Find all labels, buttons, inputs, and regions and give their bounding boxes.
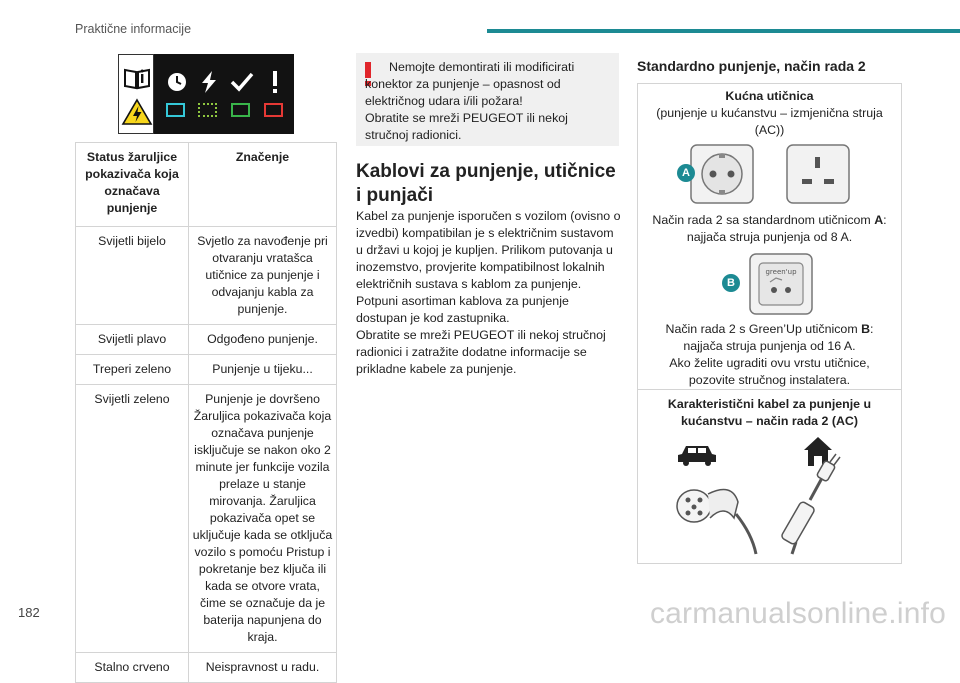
socket-b-illustration bbox=[722, 252, 822, 316]
table-row bbox=[76, 385, 337, 653]
badge-b: B bbox=[722, 274, 740, 292]
table-cell: Stalno crveno bbox=[76, 653, 189, 683]
clock-icon bbox=[166, 71, 188, 93]
section-header-title: Praktične informacije bbox=[75, 22, 192, 36]
table-cell: Odgođeno punjenje. bbox=[189, 325, 337, 355]
socket-b-text bbox=[646, 321, 893, 389]
table-row bbox=[76, 325, 337, 355]
warning-line: Nemojte demontirati ili modificirati konektor za punjenje – opasnost od električnog udara i/ili požara! bbox=[365, 60, 575, 108]
table-cell: Punjenje u tijeku... bbox=[189, 355, 337, 385]
type2-connector-icon bbox=[677, 490, 756, 555]
manual-info-icon bbox=[120, 61, 154, 95]
paragraph: Potpuni asortiman kablova za punjenje dostupan je kod zastupnika. bbox=[356, 294, 569, 325]
table-header-row bbox=[76, 143, 337, 227]
table-cell: Svjetlo za navođenje pri otvaranju vratašca utičnice za punjenje i odvajanju kabla za punjenje. bbox=[189, 227, 337, 325]
header-accent-line bbox=[487, 29, 960, 33]
light-green bbox=[231, 103, 250, 117]
text-span-bold: A bbox=[874, 213, 884, 227]
check-icon bbox=[230, 71, 254, 93]
box-divider bbox=[638, 389, 901, 390]
badge-a: A bbox=[677, 164, 695, 182]
exclamation-icon bbox=[270, 70, 280, 94]
table-cell: Svijetli plavo bbox=[76, 325, 189, 355]
cables-section-title: Kablovi za punjenje, utičnice i punjači bbox=[356, 161, 616, 206]
table-header-cell: Značenje bbox=[189, 143, 337, 227]
home-socket-title: Kućna utičnica bbox=[725, 89, 814, 103]
table-row bbox=[76, 227, 337, 325]
cable-title: Karakteristični kabel za punjenje u kućanstvu – način rada 2 (AC) bbox=[667, 397, 872, 428]
text-span: : najjača struja punjenja od 8 A. bbox=[686, 213, 887, 244]
status-table bbox=[75, 142, 337, 683]
table-cell: Punjenje je dovršeno Žaruljica pokazivača koja označava punjenje isključuje se nakon oko 2 minute jer funkcije vozila prelaze u stanje mirovanja. Žaruljica pokazivača opet se uključuje kada se otključa vozilo s pomoću Pristup i pokretanje bez ključa ili kada se otvore vrata, čime se označuje da je baterija napunjena do kraja. bbox=[189, 385, 337, 653]
standard-charging-box bbox=[637, 83, 902, 564]
text-span: : najjača struja punjenja od 16 A. bbox=[683, 322, 874, 353]
cables-section-body bbox=[356, 208, 622, 378]
page-number: 182 bbox=[18, 605, 40, 620]
paragraph: Obratite se mreži PEUGEOT ili nekoj stručnoj radionici i zatražite dodatne informacije se prikladne kabele za punjenje. bbox=[356, 328, 606, 376]
home-socket-subtitle: (punjenje u kućanstvu – izmjenična struja (AC)) bbox=[656, 106, 883, 137]
greenup-label: green'up bbox=[765, 268, 797, 276]
warning-text bbox=[365, 59, 613, 144]
table-row bbox=[76, 355, 337, 385]
charging-status-panel bbox=[118, 54, 294, 134]
text-span-bold: B bbox=[861, 322, 871, 336]
warning-box bbox=[356, 53, 619, 146]
socket-a-illustration bbox=[677, 142, 861, 206]
table-row bbox=[76, 653, 337, 683]
watermark-text: carmanualsonline.info bbox=[649, 597, 946, 630]
socket-b-note: Ako želite ugraditi ovu vrstu utičnice, pozovite stručnog instalatera. bbox=[669, 356, 870, 387]
panel-label-area bbox=[118, 54, 154, 134]
greenup-socket-icon bbox=[748, 252, 814, 316]
light-red bbox=[264, 103, 283, 117]
text-span: Način rada 2 s Green’Up utičnicom bbox=[665, 322, 862, 336]
text-span: Način rada 2 sa standardnom utičnicom bbox=[652, 213, 875, 227]
car-icon bbox=[678, 446, 716, 466]
charging-warning-icon bbox=[120, 97, 154, 127]
control-box-icon bbox=[781, 454, 840, 554]
table-cell: Svijetli bijelo bbox=[76, 227, 189, 325]
table-cell: Treperi zeleno bbox=[76, 355, 189, 385]
paragraph: Kabel za punjenje isporučen s vozilom (ovisno o izvedbi) kompatibilan je s električnim sustavom u državi u kojoj je kupljen. Prilikom putovanja u inozemstvo, provjerite kompatibilnost lokalnih električnih sustava s kablom za punjenje. bbox=[356, 209, 621, 291]
cable-illustration bbox=[672, 434, 862, 556]
table-cell: Neispravnost u radu. bbox=[189, 653, 337, 683]
warning-line: Obratite se mreži PEUGEOT ili nekoj stručnoj radionici. bbox=[365, 111, 568, 142]
lightning-icon bbox=[198, 70, 220, 94]
light-blue bbox=[166, 103, 185, 117]
socket-a-text bbox=[646, 212, 893, 246]
table-header-cell: Status žaruljice pokazivača koja označava punjenje bbox=[76, 143, 189, 227]
schuko-socket-icon bbox=[689, 143, 755, 205]
table-cell: Svijetli zeleno bbox=[76, 385, 189, 653]
uk-socket-icon bbox=[785, 143, 851, 205]
standard-charging-title: Standardno punjenje, način rada 2 bbox=[637, 58, 866, 74]
light-green-flashing bbox=[198, 103, 217, 117]
